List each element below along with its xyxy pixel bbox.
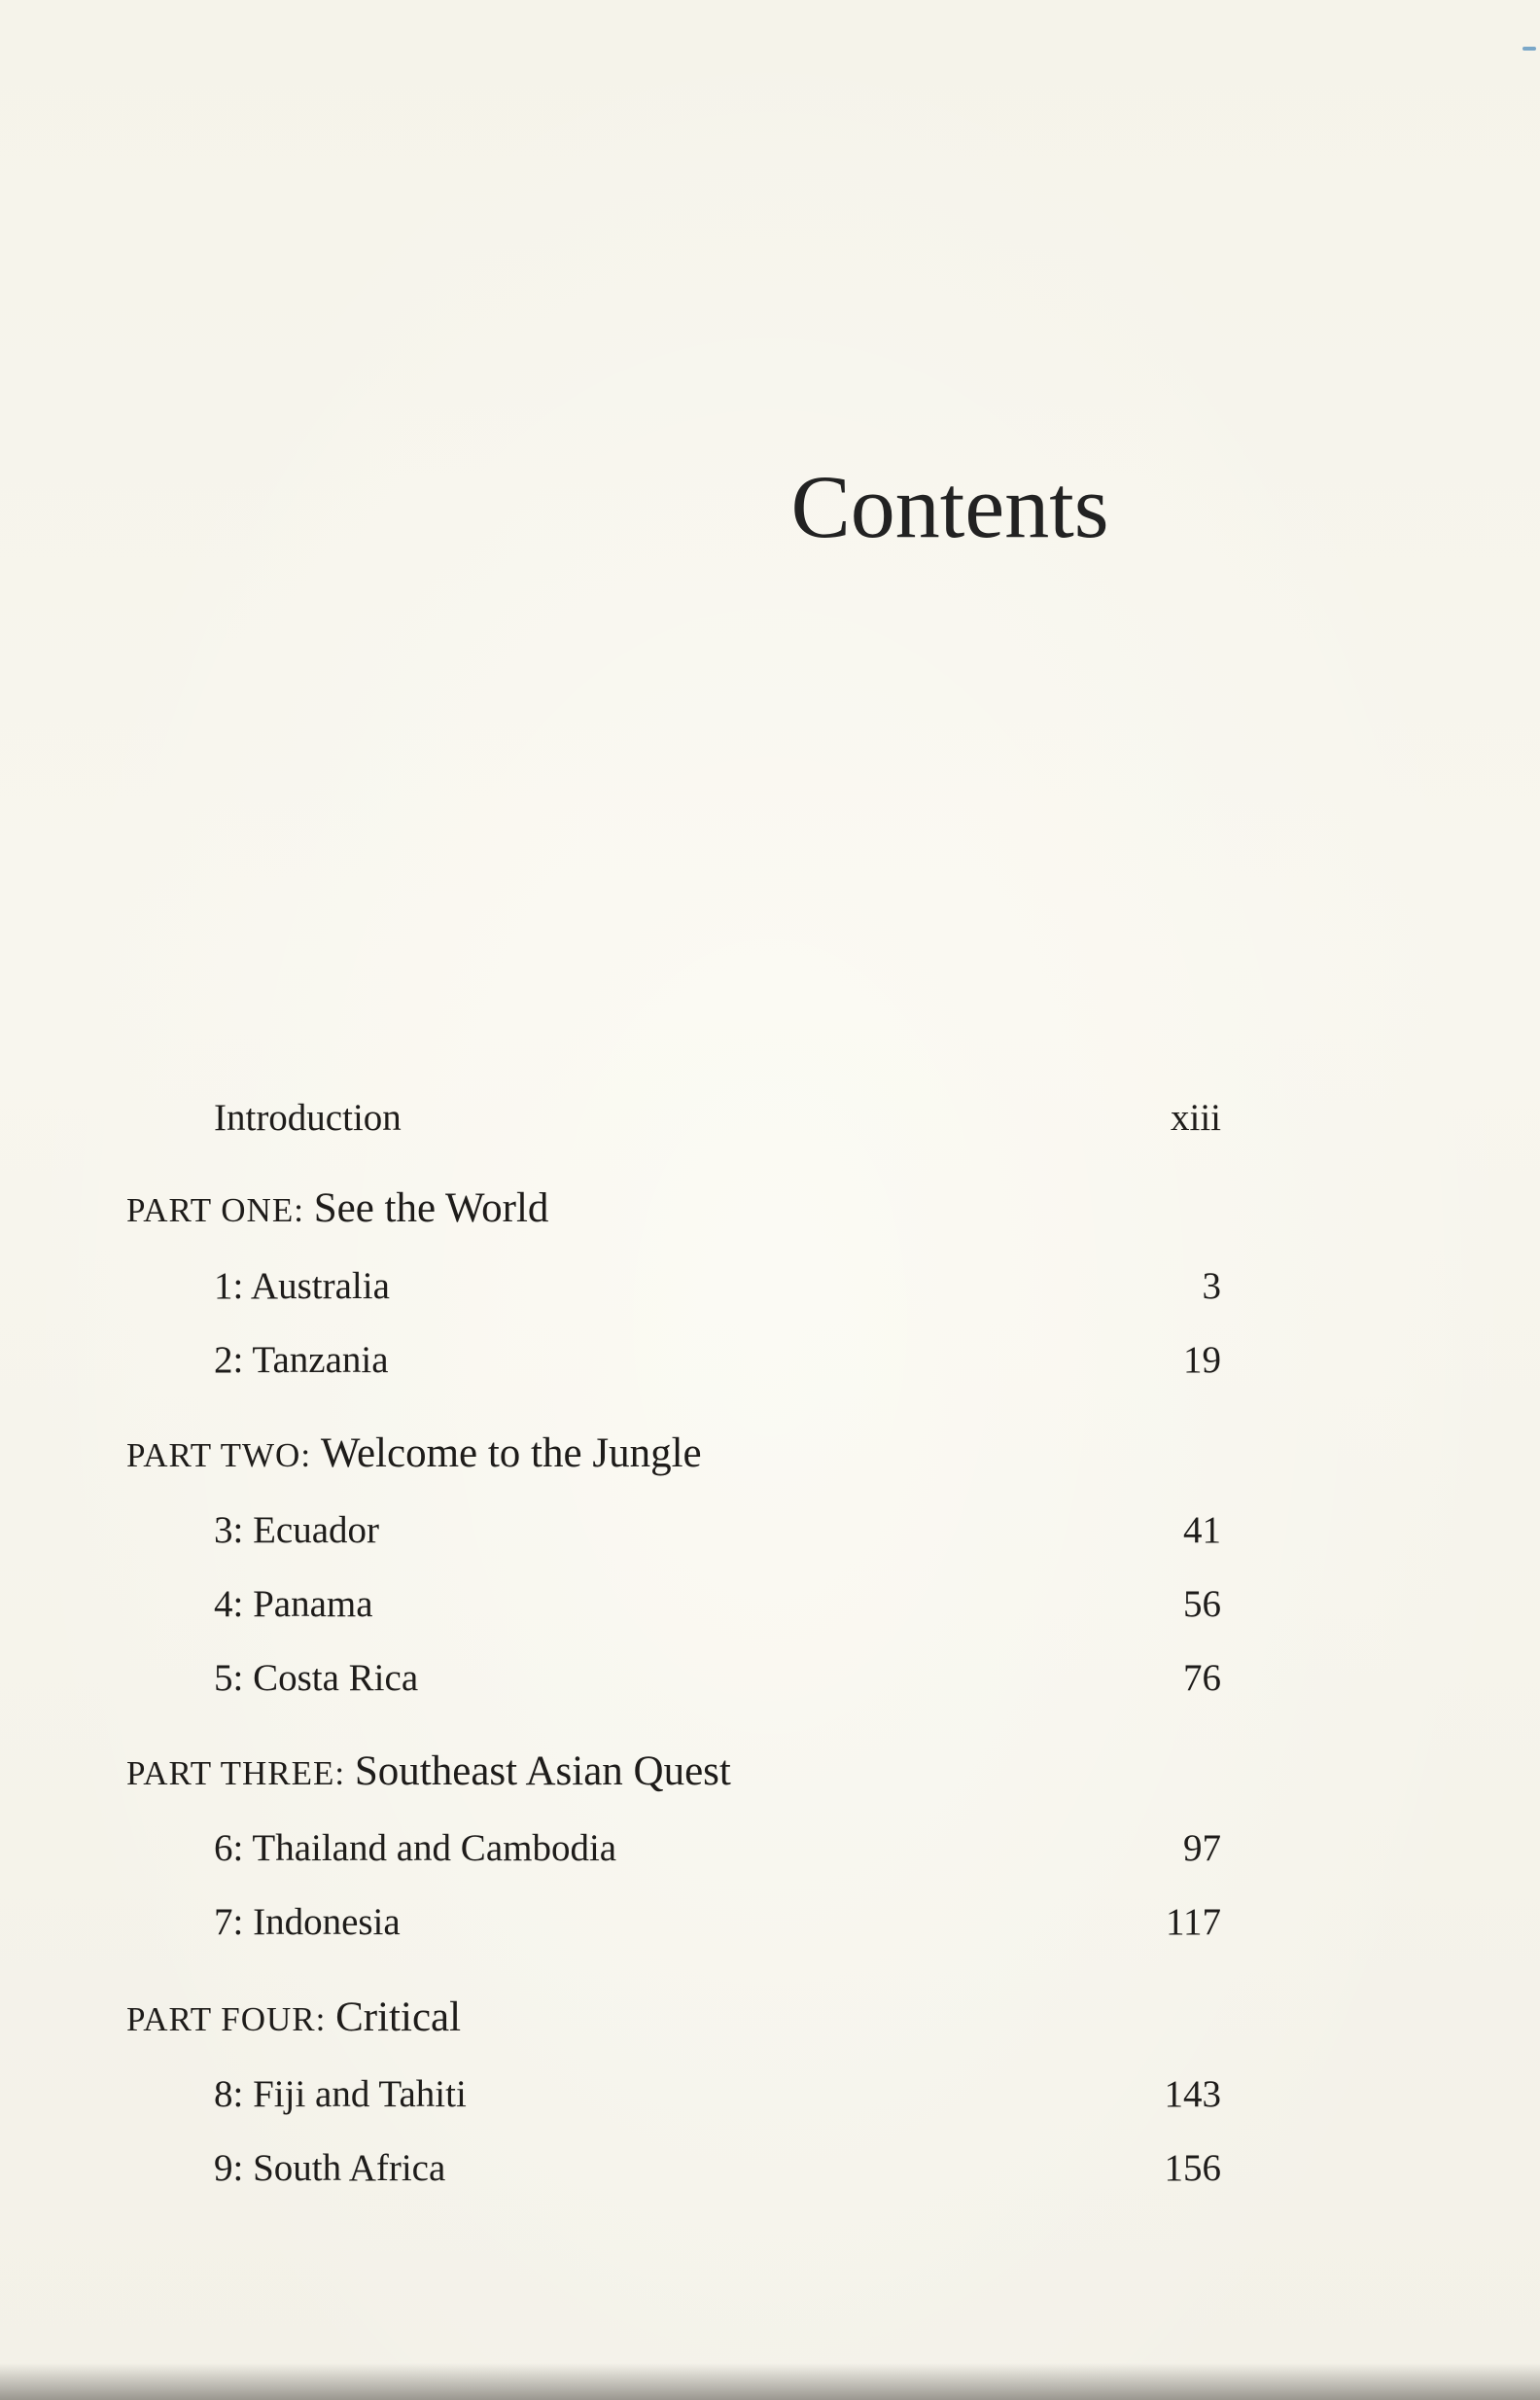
- page-bottom-shadow: [0, 2363, 1540, 2400]
- toc-entry-chapter-3-label: 3: Ecuador: [214, 1509, 380, 1551]
- part-three-heading: [126, 1747, 731, 1805]
- part-one-title: See the World: [313, 1185, 549, 1231]
- toc-entry-chapter-4-label: 4: Panama: [214, 1583, 373, 1625]
- part-three-title: Southeast Asian Quest: [354, 1748, 731, 1794]
- toc-entry-chapter-6-label: 6: Thailand and Cambodia: [214, 1827, 617, 1869]
- toc-entry-chapter-9-page: 156: [1164, 2147, 1221, 2189]
- toc-entry-chapter-4-page: 56: [1183, 1583, 1221, 1625]
- toc-entry-introduction-page: xiii: [1170, 1097, 1221, 1139]
- part-two-label: PART TWO:: [126, 1436, 321, 1474]
- part-four-label: PART FOUR:: [126, 2000, 336, 2038]
- toc-entry-chapter-5-label: 5: Costa Rica: [214, 1657, 419, 1699]
- part-four-title: Critical: [335, 1994, 462, 2040]
- part-two-heading: [126, 1429, 702, 1487]
- contents-title: Contents: [790, 457, 1109, 556]
- toc-entry-chapter-2-page: 19: [1183, 1339, 1221, 1381]
- toc-entry-chapter-1-page: 3: [1202, 1265, 1221, 1307]
- toc-entry-introduction-label: Introduction: [214, 1097, 402, 1139]
- toc-entry-chapter-5-page: 76: [1183, 1657, 1221, 1699]
- part-one-label: PART ONE:: [126, 1191, 314, 1229]
- part-two-title: Welcome to the Jungle: [320, 1430, 702, 1476]
- part-three-label: PART THREE:: [126, 1754, 355, 1792]
- toc-entry-chapter-8-label: 8: Fiji and Tahiti: [214, 2073, 467, 2115]
- part-one-heading: [126, 1184, 548, 1242]
- part-four-heading: [126, 1994, 461, 2051]
- toc-entry-chapter-1-label: 1: Australia: [214, 1265, 390, 1307]
- toc-entry-chapter-9-label: 9: South Africa: [214, 2147, 446, 2189]
- page-edge-mark: [1522, 47, 1536, 51]
- toc-entry-chapter-8-page: 143: [1164, 2073, 1221, 2115]
- toc-entry-chapter-2-label: 2: Tanzania: [214, 1339, 389, 1381]
- toc-entry-chapter-7-label: 7: Indonesia: [214, 1901, 401, 1943]
- toc-entry-chapter-6-page: 97: [1183, 1827, 1221, 1869]
- toc-entry-chapter-3-page: 41: [1183, 1509, 1221, 1551]
- toc-entry-chapter-7-page: 117: [1165, 1901, 1221, 1943]
